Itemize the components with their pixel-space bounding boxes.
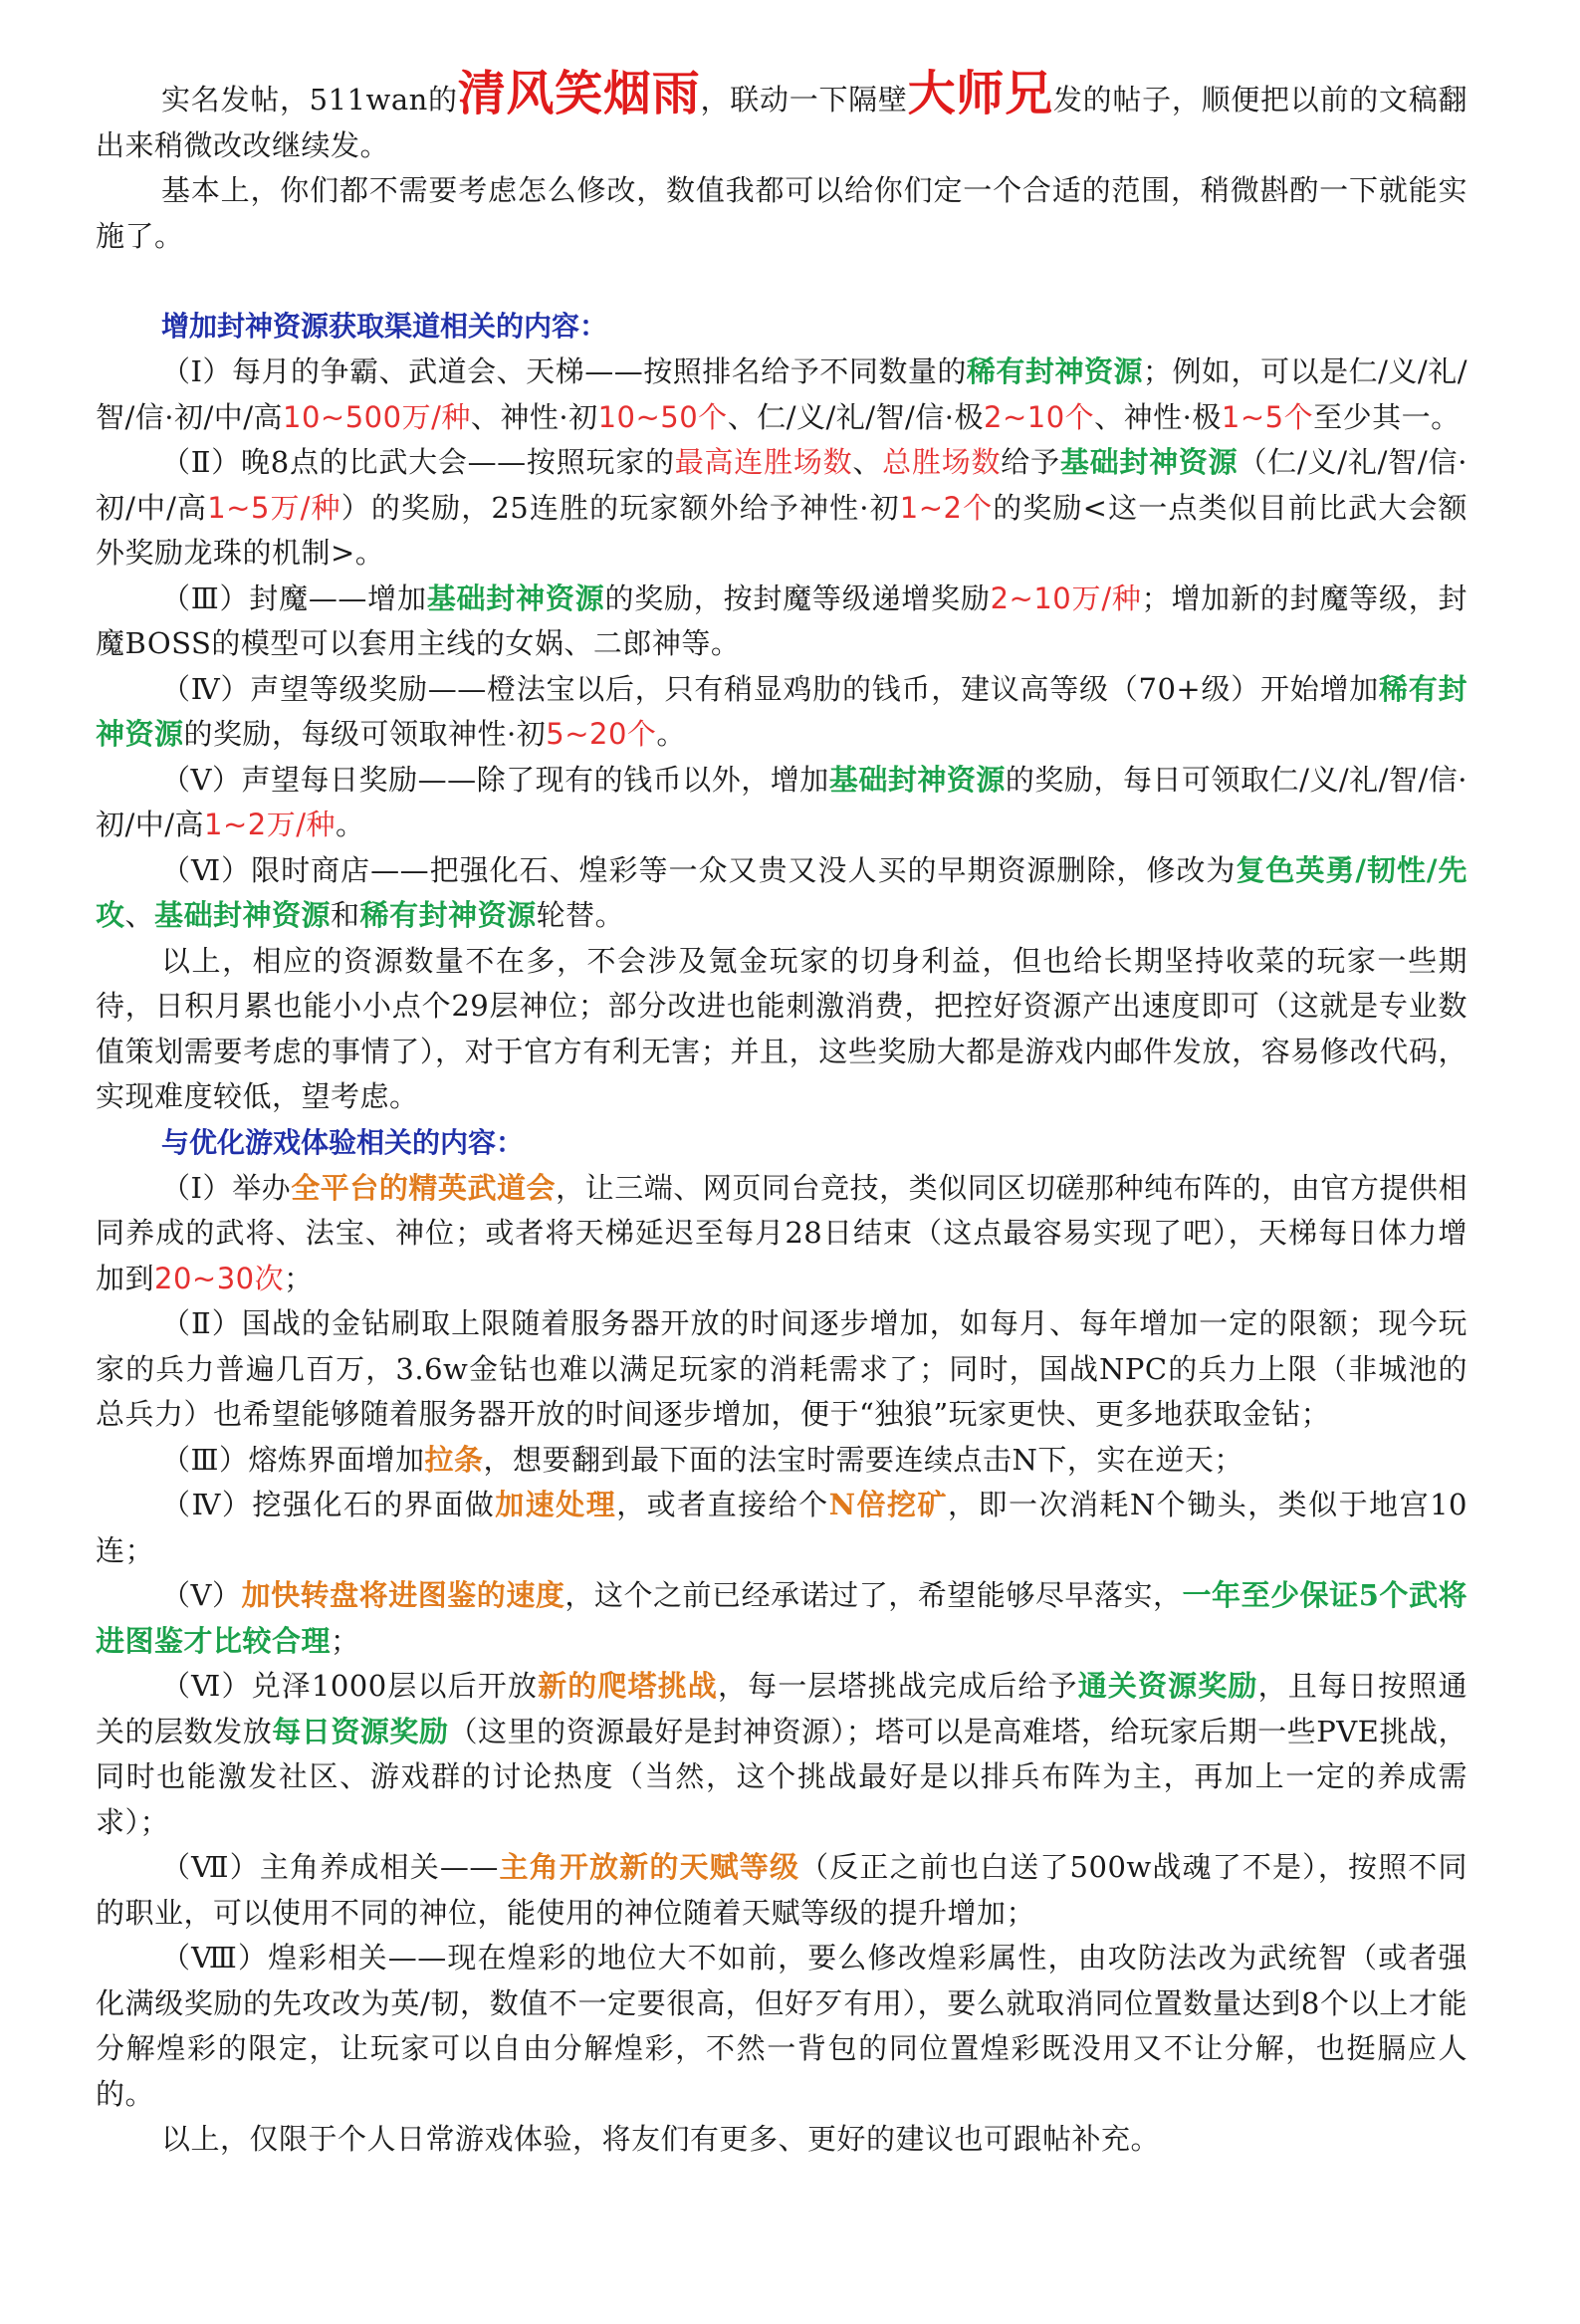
text-segment: 20~30次 xyxy=(154,1261,285,1295)
text-segment: 。 xyxy=(336,808,365,841)
text-segment: 加速处理 xyxy=(495,1488,617,1521)
text-segment: 的奖励，每级可领取神性·初 xyxy=(183,717,547,751)
section-2-item-2: （Ⅱ）国战的金钻刷取上限随着服务器开放的时间逐步增加，如每月、每年增加一定的限额；现今玩家的兵力普遍几百万，3.6w金钻也难以满足玩家的消耗需求了；同时，国战NPC的兵力上限（非城池的总兵力）也希望能够随着服务器开放的时间逐步增加，便于“独狼”玩家更快、更多地获取金钻； xyxy=(96,1306,1467,1431)
text-segment: 全平台的精英武道会 xyxy=(291,1170,557,1205)
text-segment: 基础封神资源 xyxy=(426,581,605,615)
author-name: 清风笑烟雨 xyxy=(457,66,701,121)
section-1-item-6 xyxy=(96,848,1467,939)
referenced-name: 大师兄 xyxy=(907,66,1053,121)
text-segment: 主角开放新的天赋等级 xyxy=(498,1850,800,1884)
text-segment: 至少其一。 xyxy=(1313,399,1461,434)
text-segment: 、神性·极 xyxy=(1094,399,1222,434)
closing-paragraph: 以上，仅限于个人日常游戏体验，将友们有更多、更好的建议也可跟帖补充。 xyxy=(161,2122,1161,2156)
text-segment: 轮替。 xyxy=(536,898,625,932)
text-segment: ，或者直接给个 xyxy=(616,1488,829,1521)
text-segment: 稀有封神资源 xyxy=(96,671,1467,751)
text-segment: （Ⅵ）限时商店——把强化石、煌彩等一众又贵又没人买的早期资源删除，修改为 xyxy=(161,852,1237,887)
text-segment: 的奖励，按封魔等级递增奖励 xyxy=(604,581,991,615)
section-1-item-1 xyxy=(96,349,1467,440)
text-segment: 总胜场数 xyxy=(882,445,1002,479)
intro-paragraph-2: 基本上，你们都不需要考虑怎么修改，数值我都可以给你们定一个合适的范围，稍微斟酌一下就能实施了。 xyxy=(96,173,1467,253)
text-segment: 和 xyxy=(331,898,360,932)
intro-paragraph-1 xyxy=(96,66,1467,168)
section-2-item-4 xyxy=(96,1483,1467,1573)
section-2-item-5 xyxy=(96,1573,1467,1664)
text-segment: 稀有封神资源 xyxy=(966,354,1143,388)
text-segment: ；例如，可以是仁/义/礼/智/信·初/中/高 xyxy=(96,354,1467,434)
text-segment: 的奖励<这一点类似目前比武大会额外奖励龙珠的机制>。 xyxy=(96,490,1468,570)
text-segment: 、仁/义/礼/智/信·极 xyxy=(727,399,984,434)
text-segment: （Ⅴ） xyxy=(161,1578,242,1612)
text-segment: 基础封神资源 xyxy=(154,898,332,932)
text-segment: 。 xyxy=(656,717,686,751)
text-segment: ； xyxy=(284,1261,314,1295)
text-segment: 最高连胜场数 xyxy=(674,445,853,479)
text-segment: （Ⅳ）声望等级奖励——橙法宝以后，只有稍显鸡肋的钱币，建议高等级（70+级）开始增加 xyxy=(161,671,1379,706)
text-segment: 1~2万/种 xyxy=(204,808,337,841)
text-segment: 5~20个 xyxy=(546,717,657,751)
text-segment: 基础封神资源 xyxy=(828,762,1006,797)
section-2-heading: 与优化游戏体验相关的内容： xyxy=(161,1125,525,1159)
text-segment: （这里的资源最好是封神资源）；塔可以是高难塔，给玩家后期一些PVE挑战，同时也能激发社区、游戏群的讨论热度（当然，这个挑战最好是以排兵布阵为主，再加上一定的养成需求）； xyxy=(96,1714,1467,1839)
text-segment: （Ⅱ）晚8点的比武大会——按照玩家的 xyxy=(161,445,675,479)
intro-text: 发的帖子，顺便把以前的文稿翻出来稍微改改继续发。 xyxy=(96,83,1467,162)
text-segment: ，且每日按照通关的层数发放 xyxy=(96,1669,1467,1748)
section-1-item-2 xyxy=(96,440,1467,577)
text-segment: （Ⅶ）主角养成相关—— xyxy=(161,1850,499,1884)
text-segment: （Ⅰ）每月的争霸、武道会、天梯——按照排名给予不同数量的 xyxy=(161,354,967,388)
text-segment: （Ⅳ）挖强化石的界面做 xyxy=(161,1488,496,1521)
text-segment: 、 xyxy=(852,445,883,479)
text-segment: 给予 xyxy=(1001,445,1060,479)
text-segment: （Ⅲ）封魔——增加 xyxy=(161,581,427,615)
text-segment: 、 xyxy=(124,898,155,932)
section-2-item-3 xyxy=(96,1438,1467,1484)
text-segment: ，让三端、网页同台竞技，类似同区切磋那种纯布阵的，由官方提供相同养成的武将、法宝、神位；或者将天梯延迟至每月28日结束（这点最容易实现了吧），天梯每日体力增加到 xyxy=(96,1170,1467,1295)
section-1-summary: 以上，相应的资源数量不在多，不会涉及氪金玩家的切身利益，但也给长期坚持收菜的玩家一些期待，日积月累也能小小点个29层神位；部分改进也能刺激消费，把控好资源产出速度即可（这就是专业数值策划需要考虑的事情了），对于官方有利无害；并且，这些奖励大都是游戏内邮件发放，容易修改代码，实现难度较低，望考虑。 xyxy=(96,943,1467,1113)
text-segment: 复色英勇/韧性/先攻 xyxy=(96,852,1468,932)
text-segment: （Ⅰ）举办 xyxy=(161,1170,292,1205)
section-1-item-4 xyxy=(96,667,1467,758)
text-segment: 10~500万/种 xyxy=(283,399,471,434)
section-2-item-8: （Ⅷ）煌彩相关——现在煌彩的地位大不如前，要么修改煌彩属性，由攻防法改为武统智（或者强化满级奖励的先攻改为英/韧，数值不一定要很高，但好歹有用），要么就取消同位置数量达到8个以上才能分解煌彩的限定，让玩家可以自由分解煌彩，不然一背包的同位置煌彩既没用又不让分解，也挺膈应人的。 xyxy=(96,1941,1467,2111)
text-segment: ； xyxy=(331,1623,360,1658)
text-segment: 基础封神资源 xyxy=(1059,445,1239,479)
text-segment: 加快转盘将进图鉴的速度 xyxy=(241,1578,565,1612)
text-segment: ，想要翻到最下面的法宝时需要连续点击N下，实在逆天； xyxy=(483,1442,1243,1477)
text-segment: 的奖励，每日可领取仁/义/礼/智/信·初/中/高 xyxy=(96,762,1467,841)
text-segment: （Ⅵ）兑泽1000层以后开放 xyxy=(161,1669,539,1703)
text-segment: 1~5万/种 xyxy=(207,490,341,525)
text-segment: （反正之前也白送了500w战魂了不是），按照不同的职业，可以使用不同的神位，能使用的神位随着天赋等级的提升增加； xyxy=(96,1850,1467,1930)
text-segment: 1~5个 xyxy=(1221,399,1314,434)
text-segment: 2~10万/种 xyxy=(990,581,1142,615)
intro-text: 实名发帖，511wan的 xyxy=(161,83,458,116)
text-segment: ，这个之前已经承诺过了，希望能够尽早落实， xyxy=(564,1578,1183,1612)
section-2-item-7 xyxy=(96,1845,1467,1936)
text-segment: （Ⅴ）声望每日奖励——除了现有的钱币以外，增加 xyxy=(161,762,829,797)
text-segment: （Ⅲ）熔炼界面增加 xyxy=(161,1442,425,1477)
text-segment: 1~2个 xyxy=(899,490,994,525)
text-segment: 、神性·初 xyxy=(470,399,598,434)
text-segment: ，每一层塔挑战完成后给予 xyxy=(717,1669,1078,1703)
text-segment: 2~10个 xyxy=(984,399,1095,434)
section-2-item-1 xyxy=(96,1166,1467,1302)
section-1-item-5 xyxy=(96,758,1467,848)
text-segment: 稀有封神资源 xyxy=(359,898,537,932)
text-segment: 一年至少保证5个武将进图鉴才比较合理 xyxy=(96,1578,1467,1658)
text-segment: ）的奖励，25连胜的玩家额外给予神性·初 xyxy=(340,490,900,525)
text-segment: （仁/义/礼/智/信·初/中/高 xyxy=(96,445,1467,525)
text-segment: 每日资源奖励 xyxy=(272,1714,449,1748)
text-segment: 新的爬塔挑战 xyxy=(538,1669,718,1703)
text-segment: 拉条 xyxy=(424,1442,484,1477)
intro-text: ，联动一下隔壁 xyxy=(700,83,908,116)
text-segment: 通关资源奖励 xyxy=(1077,1669,1258,1703)
section-1-heading: 增加封神资源获取渠道相关的内容： xyxy=(161,310,608,343)
section-2-item-6 xyxy=(96,1664,1467,1845)
text-segment: ；增加新的封魔等级，封魔BOSS的模型可以套用主线的女娲、二郎神等。 xyxy=(96,581,1467,660)
text-segment: N倍挖矿 xyxy=(828,1488,949,1521)
section-1-item-3 xyxy=(96,577,1467,667)
text-segment: ，即一次消耗N个锄头，类似于地宫10连； xyxy=(96,1488,1467,1567)
text-segment: 10~50个 xyxy=(597,399,728,434)
